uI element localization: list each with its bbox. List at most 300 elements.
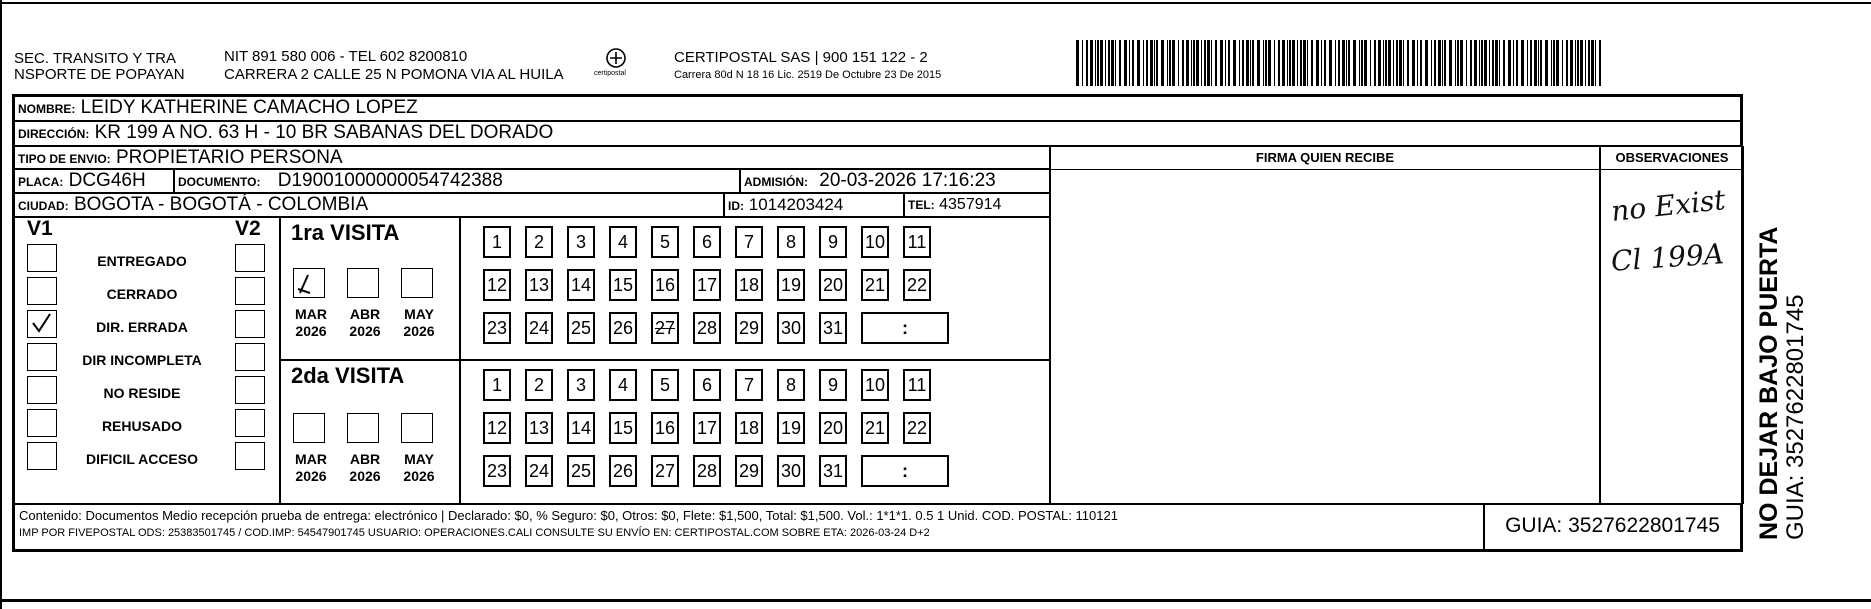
- barcode-bar: [1095, 40, 1096, 86]
- month-label: [340, 451, 390, 485]
- day-box[interactable]: 20: [819, 412, 847, 444]
- v1-label: V1: [27, 217, 53, 240]
- barcode-bar: [1591, 40, 1594, 86]
- barcode-bar: [1385, 40, 1387, 86]
- barcode-bar: [1186, 40, 1189, 86]
- barcode: [1076, 40, 1606, 86]
- v2-checkbox[interactable]: [235, 376, 265, 404]
- day-box[interactable]: 15: [609, 412, 637, 444]
- barcode-bar: [1119, 40, 1121, 86]
- barcode-bar: [1585, 40, 1586, 86]
- barcode-bar: [1553, 40, 1555, 86]
- day-box[interactable]: 26: [609, 455, 637, 487]
- barcode-bar: [1342, 40, 1345, 86]
- barcode-bar: [1449, 40, 1452, 86]
- barcode-bar: [1105, 40, 1106, 86]
- barcode-bar: [1207, 40, 1210, 86]
- barcode-bar: [1588, 40, 1590, 86]
- day-box[interactable]: 6: [693, 369, 721, 401]
- day-box[interactable]: 15: [609, 269, 637, 301]
- barcode-bar: [1297, 40, 1298, 86]
- footer-line2: IMP POR FIVEPOSTAL ODS: 25383501745 / COD.IMP: 54547901745 USUARIO: OPERACIONES.CALI CONSULTE SU ENVÍO EN: CERTIPOSTAL.COM SOBRE ETA: 2026-03-24 D+2: [19, 527, 930, 539]
- barcode-bar: [1292, 40, 1295, 86]
- barcode-bar: [1499, 40, 1500, 86]
- barcode-bar: [1534, 40, 1537, 86]
- barcode-bar: [1562, 40, 1563, 86]
- barcode-bar: [1434, 40, 1436, 86]
- day-box[interactable]: 8: [777, 226, 805, 258]
- month-label: [340, 306, 390, 340]
- checkmark-icon: [294, 269, 324, 297]
- day-box[interactable]: 11: [903, 226, 931, 258]
- barcode-bar: [1242, 40, 1244, 86]
- admision-label: ADMISIÓN:: [744, 175, 808, 189]
- bottom-border: [0, 599, 1871, 602]
- month-name: ABR: [349, 306, 381, 322]
- month-checkbox[interactable]: [293, 268, 325, 298]
- barcode-bar: [1265, 40, 1267, 86]
- day-box[interactable]: 7: [735, 369, 763, 401]
- delivery-form: [12, 94, 1743, 552]
- reason-label: DIR INCOMPLETA: [82, 352, 202, 368]
- day-box[interactable]: 27: [651, 455, 679, 487]
- barcode-bar: [1556, 40, 1559, 86]
- day-box[interactable]: 1: [483, 369, 511, 401]
- barcode-bar: [1204, 40, 1206, 86]
- barcode-bar: [1335, 40, 1336, 86]
- sender-nit: NIT 891 580 006 - TEL 602 8200810: [224, 48, 468, 65]
- barcode-bar: [1191, 40, 1192, 86]
- day-box[interactable]: 6: [693, 226, 721, 258]
- barcode-bar: [1246, 40, 1249, 86]
- barcode-bar: [1566, 40, 1568, 86]
- v1-checkbox[interactable]: [27, 376, 57, 404]
- day-box[interactable]: 19: [777, 412, 805, 444]
- barcode-bar: [1274, 40, 1275, 86]
- barcode-bar: [1233, 40, 1236, 86]
- barcode-bar: [1508, 40, 1511, 86]
- v1-checkbox[interactable]: [27, 244, 57, 272]
- month-checkbox[interactable]: [401, 413, 433, 443]
- barcode-bar: [1438, 40, 1441, 86]
- day-box[interactable]: 1: [483, 226, 511, 258]
- barcode-bar: [1316, 40, 1319, 86]
- visit-title: 1ra VISITA: [291, 220, 400, 245]
- v2-checkbox[interactable]: [235, 244, 265, 272]
- barcode-bar: [1108, 40, 1110, 86]
- day-box[interactable]: 29: [735, 312, 763, 344]
- barcode-bar: [1396, 40, 1398, 86]
- month-label: [286, 451, 336, 485]
- day-box[interactable]: 3: [567, 369, 595, 401]
- barcode-bar: [1287, 40, 1288, 86]
- reason-label: CERRADO: [106, 286, 178, 302]
- barcode-bar: [1466, 40, 1467, 86]
- day-box[interactable]: 19: [777, 269, 805, 301]
- barcode-bar: [1492, 40, 1494, 86]
- month-name: ABR: [349, 451, 381, 467]
- month-year: 2026: [349, 323, 381, 339]
- day-box[interactable]: 18: [735, 269, 763, 301]
- barcode-bar: [1348, 40, 1350, 86]
- recipient-address: KR 199 A NO. 63 H - 10 BR SABANAS DEL DORADO: [94, 122, 554, 143]
- day-box[interactable]: 29: [735, 455, 763, 487]
- ciudad-cell: [14, 193, 724, 217]
- address-label: DIRECCIÓN:: [18, 127, 90, 141]
- day-box[interactable]: 23: [483, 312, 511, 344]
- day-box[interactable]: 21: [861, 412, 889, 444]
- day-box[interactable]: 22: [903, 269, 931, 301]
- barcode-bar: [1407, 40, 1409, 86]
- time-box[interactable]: :: [861, 312, 949, 344]
- day-box[interactable]: 17: [693, 269, 721, 301]
- barcode-bar: [1282, 40, 1285, 86]
- barcode-bar: [1100, 40, 1103, 86]
- address-row: [14, 121, 1741, 146]
- day-box[interactable]: 27: [651, 312, 679, 344]
- day-box[interactable]: 16: [651, 412, 679, 444]
- day-box[interactable]: 10: [861, 369, 889, 401]
- day-box[interactable]: 14: [567, 412, 595, 444]
- day-box[interactable]: 3: [567, 226, 595, 258]
- checkmark-icon: [28, 311, 56, 337]
- barcode-bar: [1193, 40, 1195, 86]
- barcode-bar: [1303, 40, 1306, 86]
- checklist-panel: [14, 217, 280, 504]
- ciudad-label: CIUDAD:: [18, 199, 69, 213]
- ciudad-value: BOGOTA - BOGOTÁ - COLOMBIA: [73, 194, 369, 215]
- day-box[interactable]: 2: [525, 369, 553, 401]
- day-box[interactable]: 5: [651, 226, 679, 258]
- tipo-value: PROPIETARIO PERSONA: [115, 147, 343, 168]
- barcode-bar: [1551, 40, 1552, 86]
- barcode-bar: [1516, 40, 1518, 86]
- barcode-bar: [1324, 40, 1326, 86]
- tel-cell: [904, 193, 1050, 217]
- barcode-bar: [1538, 40, 1539, 86]
- day-box[interactable]: 14: [567, 269, 595, 301]
- barcode-bar: [1289, 40, 1291, 86]
- barcode-bar: [1431, 40, 1432, 86]
- month-year: 2026: [403, 323, 435, 339]
- barcode-bar: [1215, 40, 1217, 86]
- barcode-bar: [1503, 40, 1505, 86]
- month-year: 2026: [295, 323, 327, 339]
- reason-label: DIFICIL ACCESO: [85, 451, 198, 467]
- visit2-panel: [280, 360, 1050, 504]
- barcode-bar: [1169, 40, 1171, 86]
- month-name: MAR: [295, 451, 327, 467]
- barcode-bar: [1513, 40, 1514, 86]
- day-box[interactable]: 4: [609, 226, 637, 258]
- day-box[interactable]: 7: [735, 226, 763, 258]
- barcode-bar: [1575, 40, 1576, 86]
- v2-checkbox[interactable]: [235, 442, 265, 470]
- month-checkbox[interactable]: [401, 268, 433, 298]
- tel-value: 4357914: [939, 196, 1002, 213]
- barcode-bar: [1252, 40, 1254, 86]
- visit-divider: [459, 361, 461, 503]
- barcode-bar: [1178, 40, 1179, 86]
- v2-checkbox[interactable]: [235, 277, 265, 305]
- side-text: [1755, 227, 1809, 540]
- day-box[interactable]: 17: [693, 412, 721, 444]
- day-box[interactable]: 12: [483, 412, 511, 444]
- barcode-bar: [1479, 40, 1480, 86]
- visit1-panel: [280, 217, 1050, 360]
- day-box[interactable]: 5: [651, 369, 679, 401]
- day-box[interactable]: 30: [777, 455, 805, 487]
- barcode-bar: [1097, 40, 1099, 86]
- barcode-bar: [1154, 40, 1155, 86]
- day-box[interactable]: 28: [693, 312, 721, 344]
- barcode-bar: [1444, 40, 1446, 86]
- visit-title: 2da VISITA: [291, 363, 405, 388]
- barcode-bar: [1495, 40, 1498, 86]
- barcode-bar: [1132, 40, 1134, 86]
- barcode-bar: [1311, 40, 1313, 86]
- barcode-bar: [1364, 40, 1367, 86]
- barcode-bar: [1545, 40, 1548, 86]
- month-name: MAY: [404, 306, 434, 322]
- id-value: 1014203424: [748, 195, 844, 214]
- barcode-bar: [1307, 40, 1308, 86]
- observation-handwriting-1: no Exist: [1609, 183, 1727, 228]
- day-box[interactable]: 13: [525, 412, 553, 444]
- footer-guia-text: GUIA: 3527622801745: [1505, 514, 1720, 537]
- day-box[interactable]: 9: [819, 369, 847, 401]
- v1-checkbox[interactable]: [27, 442, 57, 470]
- barcode-bar: [1143, 40, 1144, 86]
- documento-cell: [174, 169, 740, 193]
- placa-cell: [14, 169, 174, 193]
- barcode-bar: [1250, 40, 1251, 86]
- barcode-bar: [1442, 40, 1443, 86]
- month-label: [394, 451, 444, 485]
- name-row: [14, 96, 1741, 121]
- barcode-bar: [1228, 40, 1230, 86]
- barcode-bar: [1412, 40, 1415, 86]
- tel-label: TEL:: [908, 198, 935, 212]
- barcode-bar: [1580, 40, 1583, 86]
- admision-cell: [740, 169, 1050, 193]
- reason-label: DIR. ERRADA: [96, 319, 188, 335]
- name-label: NOMBRE:: [18, 102, 76, 116]
- visit-divider: [459, 218, 461, 359]
- barcode-bar: [1220, 40, 1223, 86]
- id-cell: [724, 193, 904, 217]
- barcode-bar: [1150, 40, 1153, 86]
- time-box[interactable]: :: [861, 455, 949, 487]
- barcode-bar: [1239, 40, 1240, 86]
- reason-label: ENTREGADO: [97, 253, 187, 269]
- barcode-bar: [1489, 40, 1490, 86]
- month-year: 2026: [403, 468, 435, 484]
- day-box[interactable]: 28: [693, 455, 721, 487]
- barcode-bar: [1263, 40, 1264, 86]
- barcode-bar: [1278, 40, 1280, 86]
- placa-label: PLACA:: [18, 175, 64, 189]
- reason-label: REHUSADO: [101, 418, 183, 434]
- month-label: [394, 306, 444, 340]
- month-name: MAR: [295, 306, 327, 322]
- barcode-bar: [1530, 40, 1532, 86]
- v1-checkbox[interactable]: [27, 409, 57, 437]
- barcode-bar: [1540, 40, 1542, 86]
- firma-column: [1050, 146, 1600, 504]
- barcode-bar: [1570, 40, 1573, 86]
- barcode-bar: [1599, 40, 1601, 86]
- day-box[interactable]: 25: [567, 312, 595, 344]
- barcode-bar: [1196, 40, 1199, 86]
- left-border: [0, 0, 2, 609]
- carrier-license: Carrera 80d N 18 16 Lic. 2519 De Octubre 23 De 2015: [674, 69, 942, 81]
- id-label: ID:: [728, 199, 744, 213]
- barcode-bar: [1076, 40, 1079, 86]
- reason-label: NO RESIDE: [103, 385, 181, 401]
- sender-address: CARRERA 2 CALLE 25 N POMONA VIA AL HUILA: [224, 66, 564, 83]
- side-warning: NO DEJAR BAJO PUERTA: [1755, 226, 1783, 540]
- day-box[interactable]: 22: [903, 412, 931, 444]
- day-box[interactable]: 4: [609, 369, 637, 401]
- month-checkbox[interactable]: [293, 413, 325, 443]
- barcode-bar: [1383, 40, 1384, 86]
- barcode-bar: [1300, 40, 1302, 86]
- day-box[interactable]: 30: [777, 312, 805, 344]
- recipient-name: LEIDY KATHERINE CAMACHO LOPEZ: [80, 97, 418, 118]
- barcode-bar: [1111, 40, 1114, 86]
- barcode-bar: [1338, 40, 1340, 86]
- v2-checkbox[interactable]: [235, 409, 265, 437]
- barcode-bar: [1460, 40, 1463, 86]
- barcode-bar: [1211, 40, 1212, 86]
- barcode-bar: [1374, 40, 1376, 86]
- footer-info: [14, 504, 1484, 550]
- placa-value: DCG46H: [68, 170, 146, 191]
- month-checkbox[interactable]: [347, 268, 379, 298]
- barcode-bar: [1417, 40, 1418, 86]
- month-checkbox[interactable]: [347, 413, 379, 443]
- documento-label: DOCUMENTO:: [178, 175, 261, 189]
- day-box[interactable]: 24: [525, 312, 553, 344]
- barcode-bar: [1137, 40, 1140, 86]
- v1-checkbox[interactable]: [27, 343, 57, 371]
- side-guia: GUIA: 3527622801745: [1782, 294, 1809, 540]
- day-box[interactable]: 18: [735, 412, 763, 444]
- admision-value: 20-03-2026 17:16:23: [819, 170, 996, 191]
- carrier-logo: [594, 46, 642, 82]
- barcode-bar: [1161, 40, 1164, 86]
- month-year: 2026: [295, 468, 327, 484]
- barcode-bar: [1420, 40, 1422, 86]
- carrier-name: CERTIPOSTAL SAS | 900 151 122 - 2: [674, 49, 928, 66]
- barcode-bar: [1521, 40, 1524, 86]
- day-box[interactable]: 10: [861, 226, 889, 258]
- v1-checkbox[interactable]: [27, 277, 57, 305]
- day-box[interactable]: 23: [483, 455, 511, 487]
- barcode-bar: [1353, 40, 1356, 86]
- day-box[interactable]: 11: [903, 369, 931, 401]
- barcode-bar: [1393, 40, 1394, 86]
- tipo-row: [14, 146, 1050, 169]
- barcode-bar: [1378, 40, 1381, 86]
- barcode-bar: [1129, 40, 1130, 86]
- observaciones-column: [1600, 146, 1744, 504]
- barcode-bar: [1115, 40, 1116, 86]
- barcode-bar: [1167, 40, 1168, 86]
- month-year: 2026: [349, 468, 381, 484]
- barcode-bar: [1321, 40, 1322, 86]
- barcode-bar: [1481, 40, 1483, 86]
- barcode-bar: [1146, 40, 1148, 86]
- barcode-bar: [1577, 40, 1579, 86]
- tipo-label: TIPO DE ENVIO:: [18, 152, 111, 166]
- barcode-bar: [1370, 40, 1371, 86]
- barcode-bar: [1527, 40, 1528, 86]
- month-name: MAY: [404, 451, 434, 467]
- day-box[interactable]: 9: [819, 226, 847, 258]
- documento-value: D19001000000054742388: [277, 170, 503, 191]
- footer-guia: [1484, 504, 1741, 550]
- barcode-bar: [1359, 40, 1360, 86]
- barcode-bar: [1474, 40, 1477, 86]
- day-box[interactable]: 16: [651, 269, 679, 301]
- day-box[interactable]: 12: [483, 269, 511, 301]
- barcode-bar: [1403, 40, 1404, 86]
- footer-line1: Contenido: Documentos Medio recepción prueba de entrega: electrónico | Declarado: $0, % Seguro: $0, Otros: $0, Flete: $1,500, Total: $1,500. Vol.: 1*1*1. 0.5 1 Unid. COD. POSTAL: 110121: [19, 508, 1118, 523]
- day-box[interactable]: 25: [567, 455, 595, 487]
- v1-checkbox[interactable]: [27, 310, 57, 338]
- barcode-bar: [1425, 40, 1428, 86]
- sender-line2: NSPORTE DE POPAYAN: [14, 66, 185, 83]
- observation-handwriting-2: Cl 199A: [1609, 237, 1725, 278]
- day-box[interactable]: 26: [609, 312, 637, 344]
- barcode-bar: [1470, 40, 1472, 86]
- barcode-bar: [1388, 40, 1391, 86]
- day-box[interactable]: 8: [777, 369, 805, 401]
- barcode-bar: [1090, 40, 1093, 86]
- carrier-logo-text: certipostal: [594, 70, 626, 77]
- sender-line1: SEC. TRANSITO Y TRA: [14, 50, 176, 67]
- day-box[interactable]: 24: [525, 455, 553, 487]
- barcode-bar: [1455, 40, 1456, 86]
- day-box[interactable]: 2: [525, 226, 553, 258]
- day-box[interactable]: 13: [525, 269, 553, 301]
- barcode-bar: [1484, 40, 1487, 86]
- barcode-bar: [1329, 40, 1332, 86]
- firma-header: FIRMA QUIEN RECIBE: [1051, 147, 1599, 170]
- barcode-bar: [1124, 40, 1127, 86]
- day-box[interactable]: 20: [819, 269, 847, 301]
- barcode-bar: [1225, 40, 1226, 86]
- month-label: [286, 306, 336, 340]
- barcode-bar: [1361, 40, 1363, 86]
- observaciones-header: OBSERVACIONES: [1601, 147, 1743, 170]
- day-box[interactable]: 31: [819, 312, 847, 344]
- barcode-bar: [1268, 40, 1271, 86]
- barcode-bar: [1457, 40, 1459, 86]
- barcode-bar: [1595, 40, 1596, 86]
- v2-checkbox[interactable]: [235, 310, 265, 338]
- barcode-bar: [1346, 40, 1347, 86]
- barcode-bar: [1182, 40, 1184, 86]
- barcode-bar: [1399, 40, 1402, 86]
- v2-label: V2: [235, 217, 261, 240]
- day-box[interactable]: 31: [819, 455, 847, 487]
- day-box[interactable]: 21: [861, 269, 889, 301]
- top-border: [0, 2, 1871, 4]
- v2-checkbox[interactable]: [235, 343, 265, 371]
